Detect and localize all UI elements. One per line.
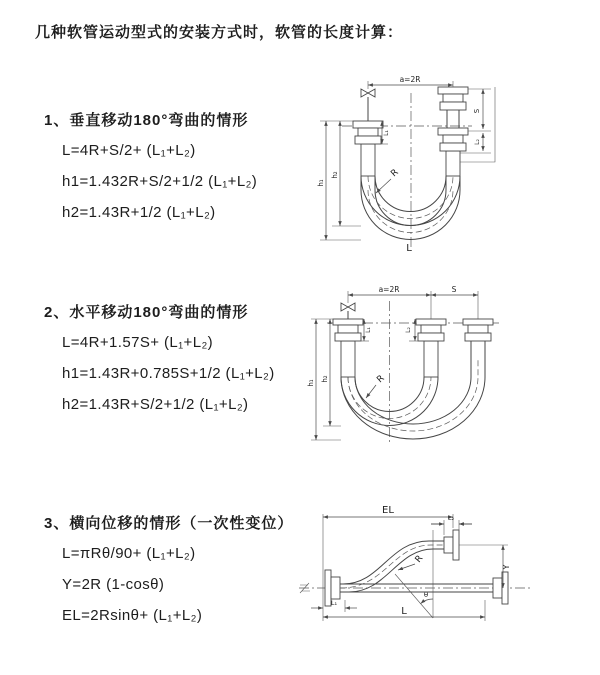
- dimension-lines: [317, 75, 495, 254]
- section-vertical-movement: [44, 109, 257, 228]
- formula-line: Y=2R (1-cosθ): [62, 576, 165, 593]
- right-leg-fitting: [438, 87, 468, 176]
- radius-label: R: [389, 167, 401, 180]
- section-1-heading: 1、垂直移动180°弯曲的情形: [44, 112, 249, 129]
- dim-el-label: EL: [382, 505, 394, 516]
- diagram-horizontal-180-bend: [303, 283, 597, 457]
- formula-line: L=4R+1.57S+ (L₁+L₂): [62, 334, 214, 351]
- section-horizontal-movement: [44, 301, 275, 420]
- dim-length-label: L: [401, 606, 407, 617]
- dim-s-label: S: [451, 285, 457, 294]
- dim-s-label: S: [473, 108, 481, 114]
- dim-l2-label: L₂: [447, 514, 455, 522]
- dim-span-label: a=2R: [378, 285, 400, 294]
- section-2-heading: 2、水平移动180°弯曲的情形: [44, 304, 249, 321]
- dim-h1-label: h₁: [307, 379, 315, 387]
- section-lateral-displacement: [44, 512, 293, 631]
- middle-leg-fitting: [416, 319, 446, 377]
- formula-line: h2=1.43R+S/2+1/2 (L₁+L₂): [62, 396, 249, 413]
- dim-h1-label: h₁: [317, 179, 325, 187]
- dim-h2-label: h₂: [321, 375, 329, 383]
- left-leg-fitting: [353, 89, 383, 176]
- formula-line: EL=2Rsinθ+ (L₁+L₂): [62, 607, 203, 624]
- angle-theta-label: θ: [423, 591, 429, 599]
- dim-y-label: Y: [502, 564, 511, 570]
- dim-l2-label: L₂: [474, 139, 481, 145]
- length-label: L: [406, 243, 412, 254]
- diagram-lateral-displacement: [293, 500, 597, 652]
- formula-line: L=4R+S/2+ (L₁+L₂): [62, 142, 196, 159]
- dim-l1-label: L₁: [330, 599, 338, 607]
- formula-line: h2=1.43R+1/2 (L₁+L₂): [62, 204, 216, 221]
- valve-icon: [361, 89, 375, 97]
- hose-u-bend: [361, 176, 460, 240]
- radius-label: R: [375, 373, 387, 386]
- dim-l1-label: L₁: [383, 130, 390, 136]
- dimension-lines: [311, 505, 511, 621]
- displaced-hose-position: [341, 530, 459, 592]
- right-leg-fitting: [463, 319, 493, 359]
- formula-line: h1=1.432R+S/2+1/2 (L₁+L₂): [62, 173, 258, 190]
- dimension-lines: [307, 285, 478, 440]
- hose-u-bends: [341, 359, 485, 439]
- left-leg-fitting: [333, 303, 363, 377]
- valve-icon: [341, 303, 355, 311]
- section-3-heading: 3、横向位移的情形（一次性变位）: [44, 515, 294, 532]
- page-title: 几种软管运动型式的安装方式时，软管的长度计算：: [35, 24, 404, 41]
- formula-line: h1=1.43R+0.785S+1/2 (L₁+L₂): [62, 365, 275, 382]
- radius-label: R: [413, 553, 426, 565]
- diagram-vertical-180-bend: [312, 73, 577, 255]
- dim-l1-label: L₁: [365, 327, 372, 333]
- dim-span-label: a=2R: [399, 75, 421, 84]
- dim-h2-label: h₂: [331, 171, 339, 179]
- dim-l2-label: L₂: [405, 327, 412, 333]
- formula-line: L=πRθ/90+ (L₁+L₂): [62, 545, 196, 562]
